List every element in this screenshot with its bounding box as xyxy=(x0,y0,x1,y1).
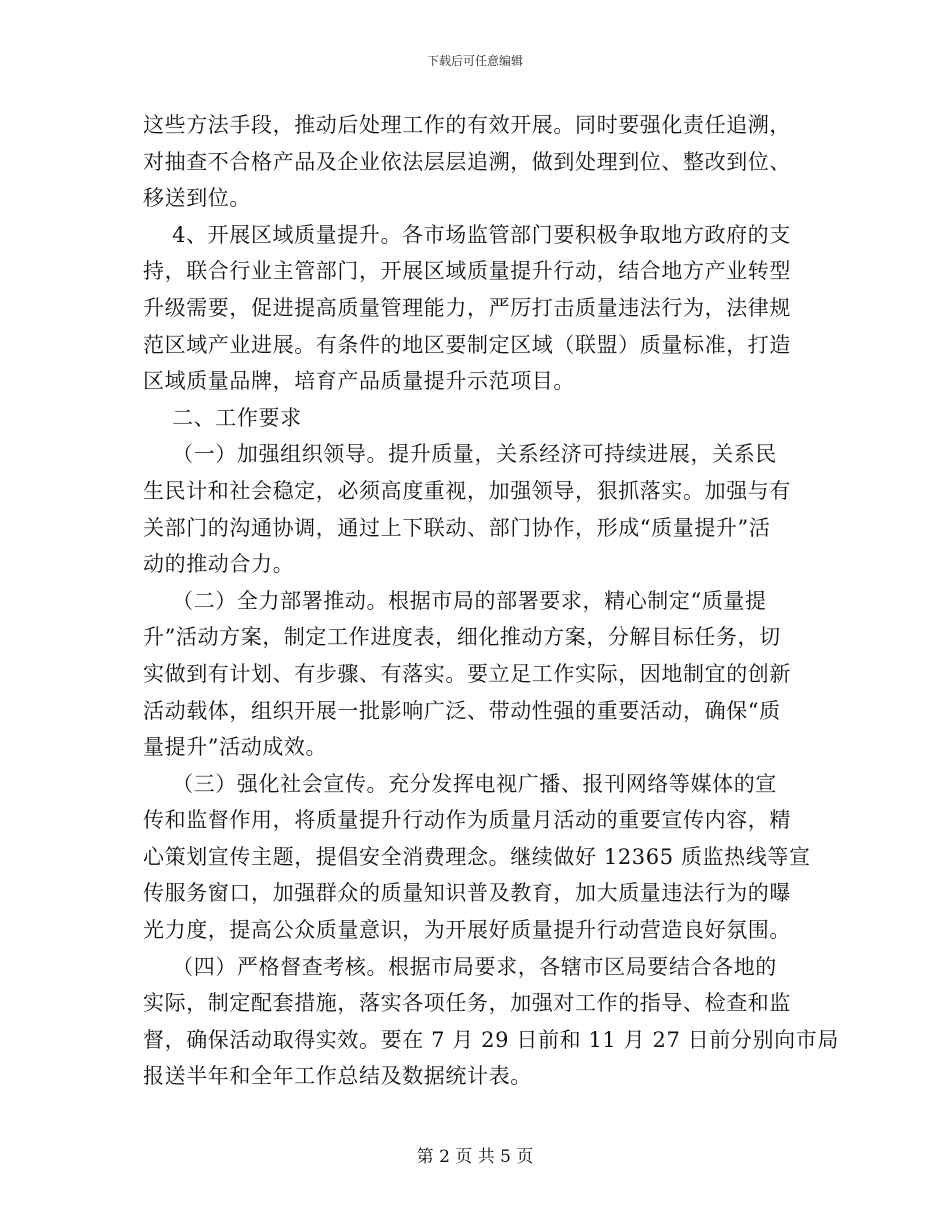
body-line: 活动载体，组织开展一批影响广泛、带动性强的重要活动，确保“质 xyxy=(143,698,781,723)
body-line: 区域质量品牌，培育产品质量提升示范项目。 xyxy=(143,369,575,394)
body-line: 4、开展区域质量提升。各市场监管部门要积极争取地方政府的支 xyxy=(143,222,791,247)
body-line: 心策划宣传主题，提倡安全消费理念。继续做好 12365 质监热线等宣 xyxy=(143,844,811,869)
body-line: 生民计和社会稳定，必须高度重视，加强领导，狠抓落实。加强与有 xyxy=(143,478,791,503)
body-line: 升级需要，促进提高质量管理能力，严厉打击质量违法行为，法律规 xyxy=(143,295,791,320)
body-line: 量提升”活动成效。 xyxy=(143,735,328,760)
page-header: 下载后可任意编辑 xyxy=(426,54,523,68)
body-line: 传服务窗口，加强群众的质量知识普及教育，加大质量违法行为的曝 xyxy=(143,881,791,906)
document-body xyxy=(143,107,839,1095)
body-line: 持，联合行业主管部门，开展区域质量提升行动，结合地方产业转型 xyxy=(143,259,791,284)
section-heading: 二、工作要求 xyxy=(143,405,302,430)
body-line: （三）强化社会宣传。充分发挥电视广播、报刊网络等媒体的宣 xyxy=(143,771,777,796)
body-line: 实做到有计划、有步骤、有落实。要立足工作实际，因地制宜的创新 xyxy=(143,661,791,686)
page-number-footer: 第 2 页 共 5 页 xyxy=(416,1147,534,1167)
body-line: （二）全力部署推动。根据市局的部署要求，精心制定“质量提 xyxy=(143,588,767,613)
body-line: 实际，制定配套措施，落实各项任务，加强对工作的指导、检查和监 xyxy=(143,991,791,1016)
body-line: 移送到位。 xyxy=(143,186,251,211)
body-line: 报送半年和全年工作总结及数据统计表。 xyxy=(143,1064,532,1089)
body-line: 关部门的沟通协调，通过上下联动、部门协作，形成“质量提升”活 xyxy=(143,515,771,540)
body-line: 对抽查不合格产品及企业依法层层追溯，做到处理到位、整改到位、 xyxy=(143,149,791,174)
body-line: （四）严格督查考核。根据市局要求，各辖市区局要结合各地的 xyxy=(143,954,777,979)
body-line: （一）加强组织领导。提升质量，关系经济可持续进展，关系民 xyxy=(143,442,777,467)
body-line: 升”活动方案，制定工作进度表，细化推动方案，分解目标任务，切 xyxy=(143,625,781,650)
body-line: 督，确保活动取得实效。要在 7 月 29 日前和 11 月 27 日前分别向市局 xyxy=(143,1027,839,1052)
body-line: 动的推动合力。 xyxy=(143,552,295,577)
body-line: 这些方法手段，推动后处理工作的有效开展。同时要强化责任追溯， xyxy=(143,113,791,137)
body-line: 传和监督作用，将质量提升行动作为质量月活动的重要宣传内容，精 xyxy=(143,808,791,833)
body-line: 光力度，提高公众质量意识，为开展好质量提升行动营造良好氛围。 xyxy=(143,918,791,943)
body-line: 范区域产业进展。有条件的地区要制定区域（联盟）质量标准，打造 xyxy=(143,332,791,357)
